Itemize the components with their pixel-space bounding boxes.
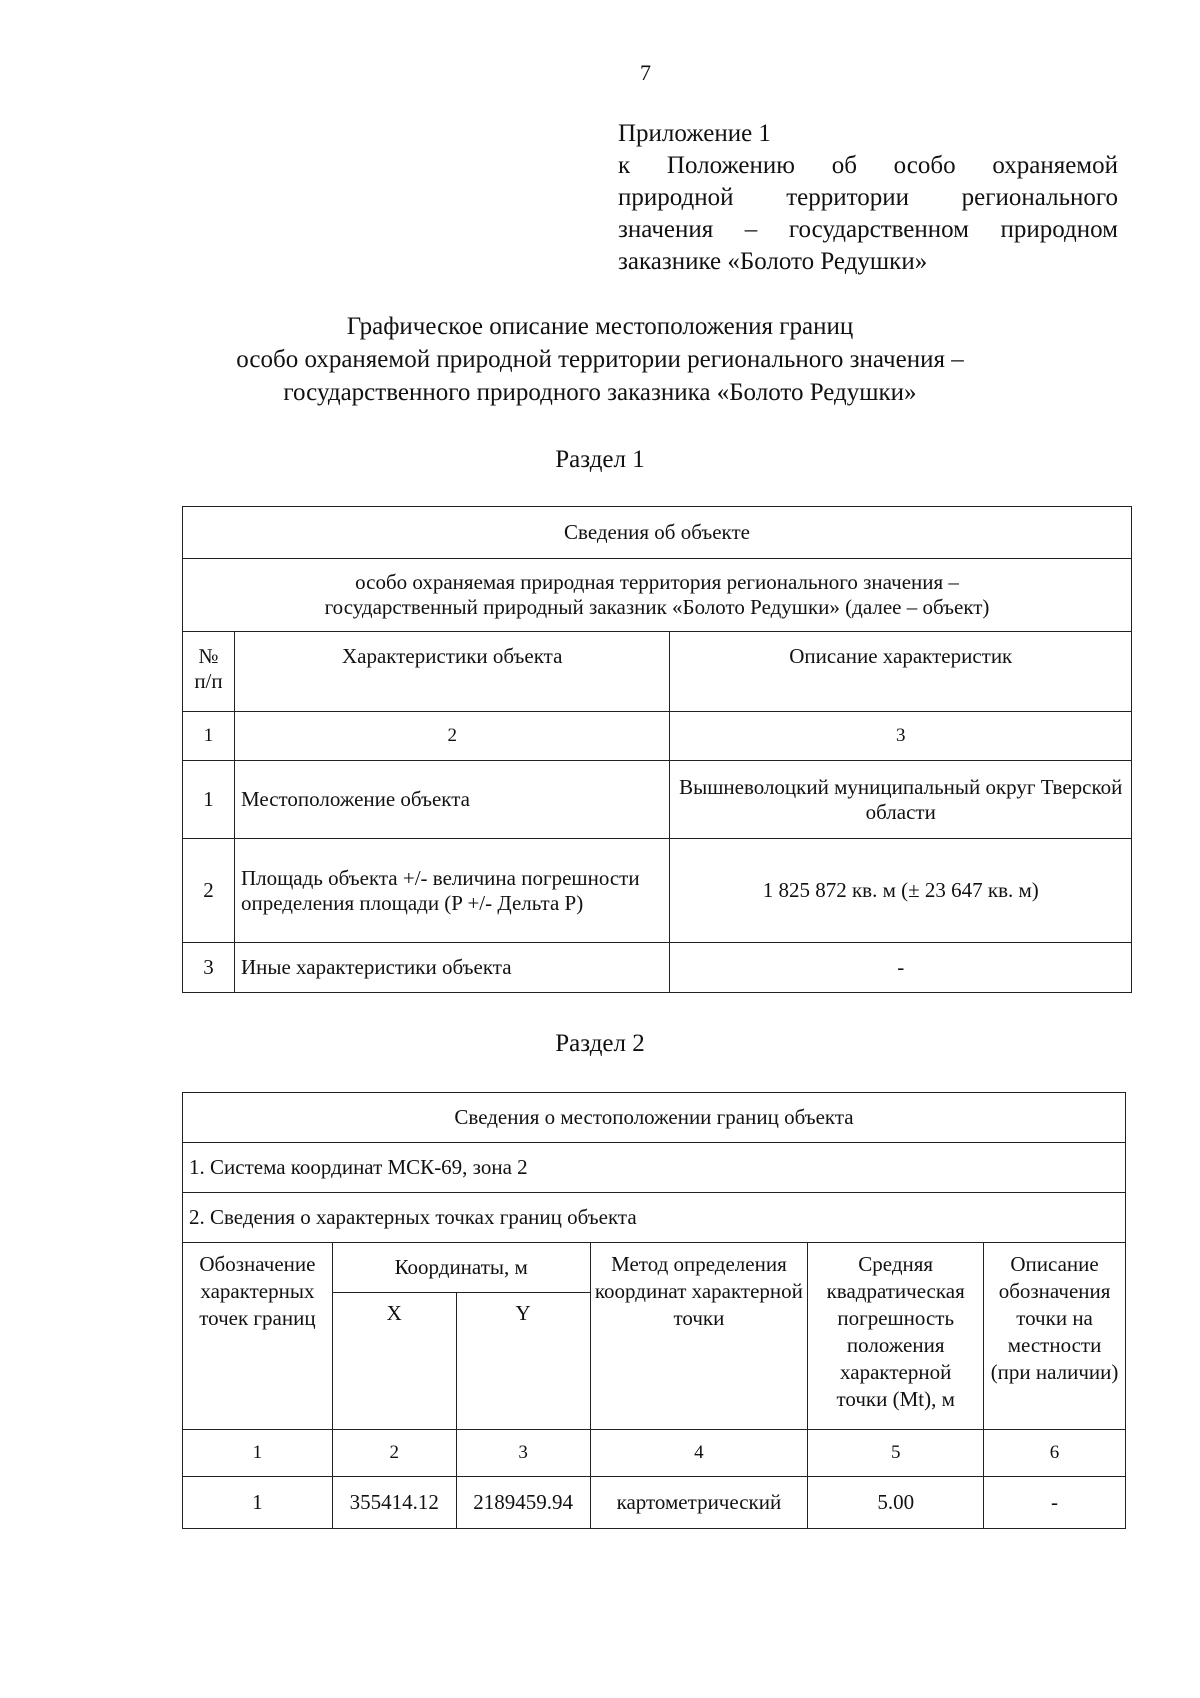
col-number: 5 [808, 1430, 984, 1477]
header-method: Метод определения координат характерной точки [590, 1243, 808, 1430]
appendix-line: природной территории регионального [618, 184, 1118, 211]
header-error: Средняя квадратическая погрешность положения характерной точки (Mt), м [808, 1243, 984, 1430]
row-num: 3 [183, 943, 235, 993]
table-row [183, 761, 1132, 839]
header-designation: Обозначение характерных точек границ [183, 1243, 333, 1430]
section1-title: Раздел 1 [555, 446, 645, 473]
row-characteristic: Местоположение объекта [234, 761, 670, 839]
object-info-table [182, 506, 1132, 993]
page-number: 7 [640, 60, 651, 85]
table-row [183, 1477, 1126, 1529]
col-number: 3 [456, 1430, 590, 1477]
header-description: Описание обозначения точки на местности (при наличии) [984, 1243, 1126, 1430]
header-description: Описание характеристик [670, 632, 1132, 712]
header-y: Y [456, 1293, 590, 1430]
boundary-table [182, 1092, 1126, 1529]
section2-title: Раздел 2 [555, 1030, 645, 1057]
appendix-line: к Положению об особо охраняемой [618, 152, 1118, 179]
point-y: 2189459.94 [456, 1477, 590, 1529]
col-number: 3 [670, 712, 1132, 761]
object-name-line: особо охраняемая природная территория регионального значения – [355, 570, 959, 594]
point-description: - [984, 1477, 1126, 1529]
points-title: 2. Сведения о характерных точках границ объекта [183, 1193, 1126, 1243]
point-method: картометрический [590, 1477, 808, 1529]
col-number: 2 [332, 1430, 456, 1477]
col-number: 1 [183, 712, 235, 761]
col-number: 4 [590, 1430, 808, 1477]
appendix-line: заказнике «Болото Редушки» [618, 248, 928, 275]
row-characteristic: Иные характеристики объекта [234, 943, 670, 993]
table-row [183, 839, 1132, 943]
point-id: 1 [183, 1477, 333, 1529]
heading-line: Графическое описание местоположения границ [346, 313, 854, 340]
appendix-block [618, 118, 1118, 278]
appendix-line: значения – государственном природном [618, 216, 1118, 243]
point-x: 355414.12 [332, 1477, 456, 1529]
header-x: X [332, 1293, 456, 1430]
header-characteristic: Характеристики объекта [234, 632, 670, 712]
row-description: - [670, 943, 1132, 993]
col-number: 6 [984, 1430, 1126, 1477]
point-error: 5.00 [808, 1477, 984, 1529]
appendix-title: Приложение 1 [618, 120, 771, 147]
row-description: 1 825 872 кв. м (± 23 647 кв. м) [670, 839, 1132, 943]
header-coords: Координаты, м [332, 1243, 590, 1293]
table-row [183, 943, 1132, 993]
object-name-line: государственный природный заказник «Болото Редушки» (далее – объект) [324, 595, 990, 619]
row-description: Вышневолоцкий муниципальный округ Тверской области [670, 761, 1132, 839]
object-name-cell [183, 559, 1132, 632]
table-title: Сведения о местоположении границ объекта [183, 1093, 1126, 1143]
header-num: № п/п [183, 632, 235, 712]
heading-line: особо охраняемой природной территории регионального значения – [236, 346, 964, 373]
row-characteristic: Площадь объекта +/- величина погрешности определения площади (P +/- Дельта P) [234, 839, 670, 943]
document-heading [0, 310, 1200, 409]
row-num: 1 [183, 761, 235, 839]
row-num: 2 [183, 839, 235, 943]
col-number: 1 [183, 1430, 333, 1477]
coord-system: 1. Система координат МСК-69, зона 2 [183, 1143, 1126, 1193]
heading-line: государственного природного заказника «Болото Редушки» [283, 379, 917, 406]
col-number: 2 [234, 712, 670, 761]
table-title: Сведения об объекте [183, 507, 1132, 559]
